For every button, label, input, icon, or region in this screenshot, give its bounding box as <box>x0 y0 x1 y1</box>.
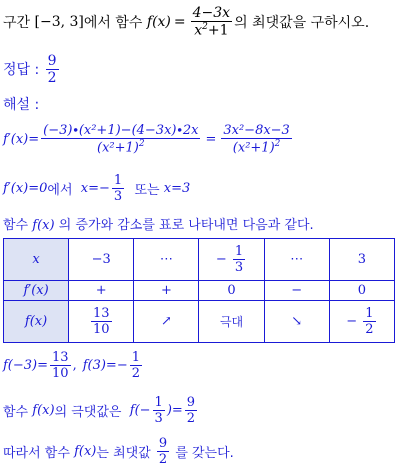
table-intro <box>3 214 314 233</box>
table-x-frac-den: 3 <box>234 260 244 275</box>
derivative-line <box>3 116 294 162</box>
table-row-x <box>4 239 395 281</box>
table-fp-4: 0 <box>329 281 394 301</box>
table-row-fprime <box>4 281 395 301</box>
table-intro-pre: 함수 <box>3 218 29 233</box>
table-f-frac <box>91 306 112 337</box>
conclusion-den: 2 <box>158 451 168 467</box>
table-x-frac-num: 1 <box>234 244 244 259</box>
conclusion-num: 9 <box>158 435 168 451</box>
problem-den-base: x <box>194 22 203 39</box>
table-intro-post: 의 증가와 감소를 표로 나타내면 다음과 같다. <box>58 218 314 233</box>
crit-den: 3 <box>113 188 123 204</box>
table-x-3: ⋯ <box>264 239 329 281</box>
problem-num: 4−3x <box>192 5 231 22</box>
localmax-val-den: 2 <box>186 410 196 426</box>
problem-den-exp: 2 <box>202 22 208 33</box>
answer-line <box>3 52 61 86</box>
crit-num: 1 <box>113 172 123 188</box>
deriv-den2-base: (x²+1) <box>232 140 275 156</box>
localmax-f: f(x) <box>32 402 55 418</box>
crit-text: 에서 <box>47 182 73 198</box>
f3-frac <box>130 350 142 381</box>
localmax-val-frac <box>185 395 197 426</box>
problem-den-rest: +1 <box>207 22 229 39</box>
problem-intro: 구간 <box>3 15 31 31</box>
sign-table <box>3 238 395 343</box>
localmax-arg-num: 1 <box>154 394 163 410</box>
conclusion-frac <box>157 436 169 467</box>
deriv-fraction2 <box>221 123 291 155</box>
conclusion-post: 를 갖는다. <box>175 445 234 461</box>
table-f-last-num: 1 <box>365 306 374 321</box>
table-intro-f: f(x) <box>32 218 55 233</box>
conclusion-f: f(x) <box>74 443 97 459</box>
localmax-arg-pre: f(− <box>129 402 151 418</box>
localmax-pre: 함수 <box>3 404 29 420</box>
table-head-x: x <box>4 239 69 281</box>
localmax-mid: 의 극댓값은 <box>54 404 122 420</box>
deriv-fraction <box>41 123 200 155</box>
table-f-2: 극대 <box>199 301 264 343</box>
table-f-last-frac <box>363 306 375 337</box>
solution-label: 해설 : <box>3 97 40 113</box>
localmax-arg-den: 3 <box>154 410 163 426</box>
problem-eq: = <box>173 14 186 30</box>
table-row-f <box>4 301 395 343</box>
problem-fraction <box>191 5 232 39</box>
answer-label: 정답 : <box>3 62 40 78</box>
crit-x2: x=3 <box>163 180 191 196</box>
table-f-0 <box>69 301 134 343</box>
table-f-4 <box>329 301 394 343</box>
table-fp-0: + <box>69 281 134 301</box>
fm3-num: 13 <box>52 349 69 365</box>
conclusion-line <box>3 432 234 470</box>
f3-lhs: f(3)=− <box>82 357 128 373</box>
f3-den: 2 <box>131 365 140 381</box>
deriv-den <box>41 138 200 155</box>
problem-fname: f(x) <box>146 14 171 30</box>
deriv-den2 <box>221 138 291 155</box>
table-fp-2: 0 <box>199 281 264 301</box>
conclusion-pre: 따라서 함수 <box>3 445 70 461</box>
table-x-1: ⋯ <box>134 239 199 281</box>
table-f-3: ↘ <box>264 301 329 343</box>
problem-text2: 의 최댓값을 구하시오. <box>234 15 370 31</box>
table-f-last-den: 2 <box>365 322 374 337</box>
table-fp-1: + <box>134 281 199 301</box>
problem-statement <box>3 0 369 44</box>
answer-fraction <box>46 53 59 86</box>
table-fp-3: − <box>264 281 329 301</box>
table-head-f: f(x) <box>4 301 69 343</box>
endpoint-values <box>3 346 144 384</box>
localmax-val-num: 9 <box>186 394 196 410</box>
conclusion-mid: 는 최댓값 <box>96 445 151 461</box>
critical-line <box>3 168 190 208</box>
crit-or: 또는 <box>134 182 160 198</box>
fm3-lhs: f(−3)= <box>3 357 49 373</box>
table-x-4: 3 <box>329 239 394 281</box>
values-sep: , <box>72 357 77 373</box>
table-f-1: ↗ <box>134 301 199 343</box>
table-x-frac <box>233 244 245 275</box>
f3-num: 1 <box>131 349 140 365</box>
problem-den <box>191 21 232 39</box>
deriv-den2-exp: 2 <box>274 138 281 149</box>
answer-num: 9 <box>47 52 57 69</box>
crit-x1: x=− <box>80 180 110 196</box>
deriv-eq: = <box>205 131 217 147</box>
table-x-2 <box>199 239 264 281</box>
table-f-frac-num: 13 <box>92 306 110 321</box>
fm3-frac <box>50 350 71 381</box>
deriv-den-exp: 2 <box>138 138 145 149</box>
table-f-frac-den: 10 <box>92 322 110 337</box>
localmax-arg-post: )= <box>166 402 183 418</box>
deriv-num2: 3x²−8x−3 <box>223 122 290 138</box>
local-max-line <box>3 391 199 429</box>
table-x-frac-sign: − <box>215 252 227 267</box>
crit-lhs: f′(x)=0 <box>3 180 48 196</box>
crit-fraction <box>112 173 124 204</box>
deriv-lhs: f′(x)= <box>3 131 40 147</box>
deriv-num: (−3)∙(x²+1)−(4−3x)∙2x <box>43 122 199 138</box>
localmax-arg-frac <box>153 395 165 426</box>
table-f-last-sign: − <box>346 314 358 329</box>
problem-text1: 에서 함수 <box>83 15 143 31</box>
fm3-den: 10 <box>52 365 69 381</box>
table-head-fprime: f′(x) <box>4 281 69 301</box>
problem-interval: [−3, 3] <box>34 14 84 30</box>
answer-den: 2 <box>47 69 57 86</box>
deriv-den-base: (x²+1) <box>97 140 139 156</box>
table-x-0: −3 <box>69 239 134 281</box>
